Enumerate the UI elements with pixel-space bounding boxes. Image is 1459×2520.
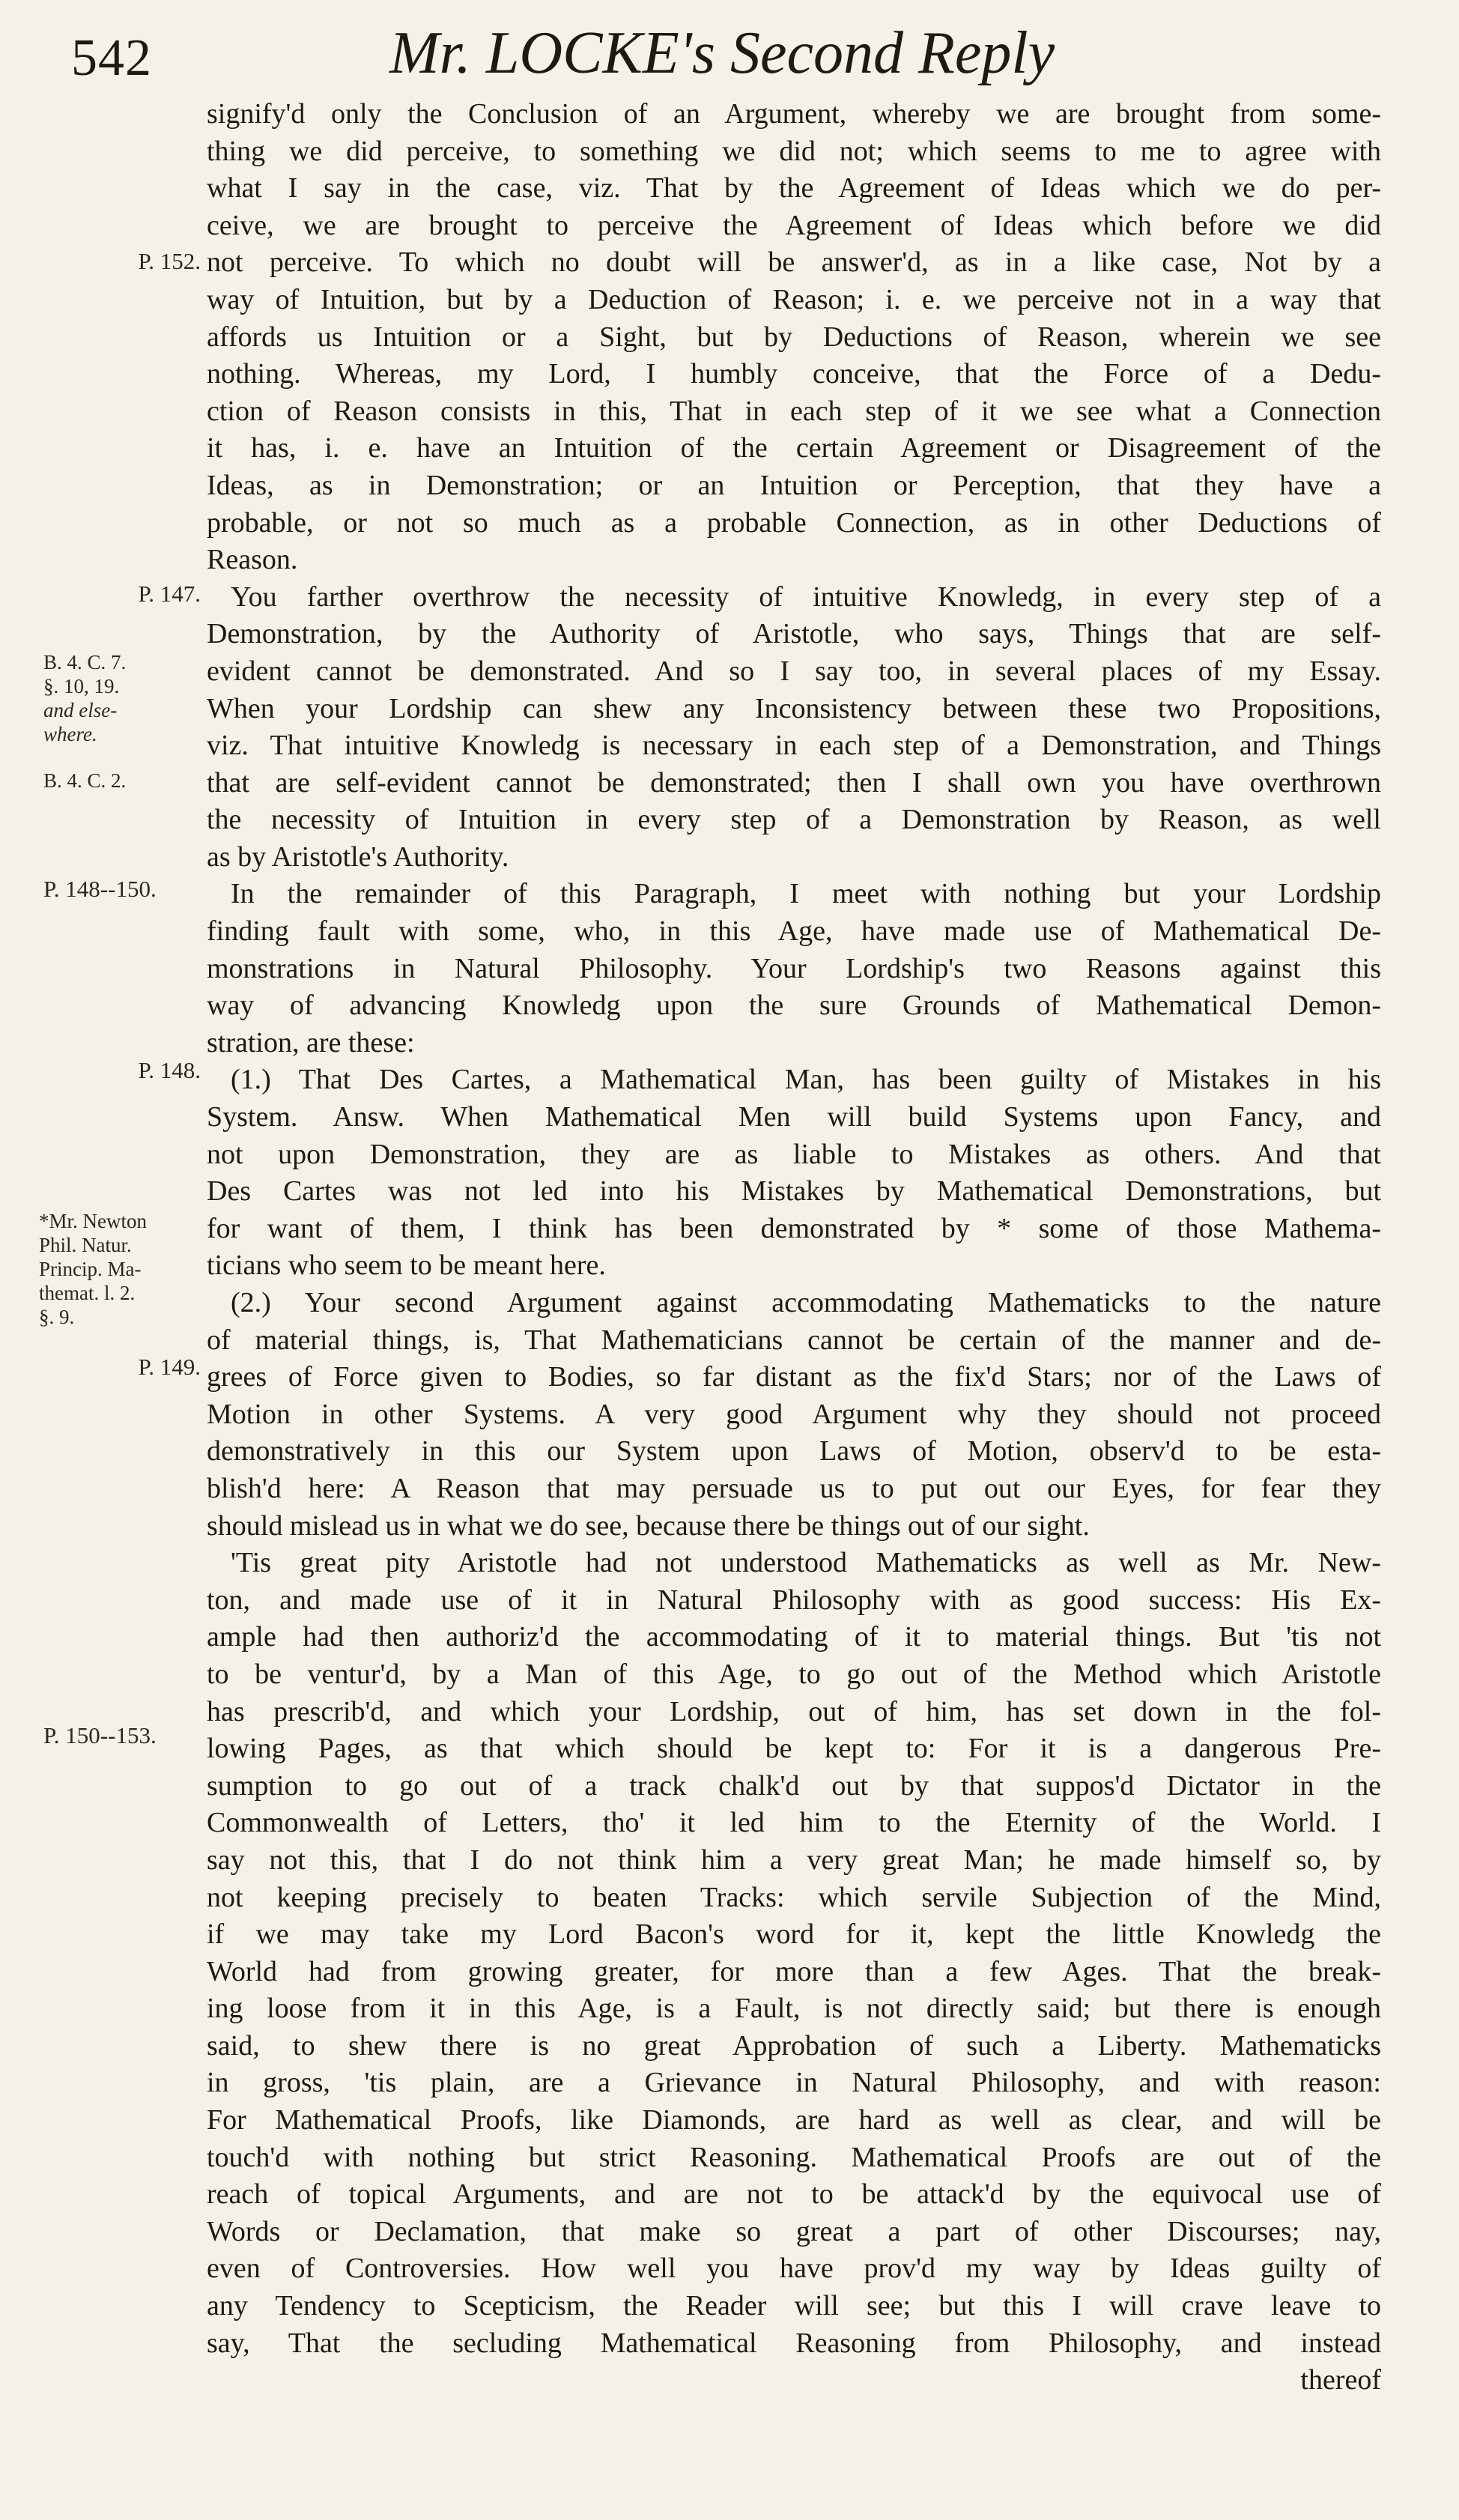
text-line: ceive, we are brought to perceive the Agreement of Ideas which before we did (207, 209, 1381, 241)
text-line: monstrations in Natural Philosophy. Your Lordship's two Reasons against this (207, 952, 1381, 984)
text-line: Demonstration, by the Authority of Aristotle, who says, Things that are self- (207, 618, 1381, 650)
body-text (207, 96, 1381, 2399)
text-line: reach of topical Arguments, and are not to be attack'd by the equivocal use of (207, 2178, 1381, 2211)
text-line: touch'd with nothing but strict Reasoning. Mathematical Proofs are out of the (207, 2141, 1381, 2173)
text-line: probable, or not so much as a probable Connection, as in other Deductions of (207, 506, 1381, 539)
text-line: 'Tis great pity Aristotle had not understood Mathematicks as well as Mr. New- (231, 1547, 1381, 1579)
text-line: should mislead us in what we do see, because there be things out of our sight. (207, 1509, 1090, 1542)
text-line: For Mathematical Proofs, like Diamonds, are hard as well as clear, and will be (207, 2104, 1381, 2136)
text-line: grees of Force given to Bodies, so far distant as the fix'd Stars; nor of the Laws of (207, 1361, 1381, 1393)
text-line: any Tendency to Scepticism, the Reader will see; but this I will crave leave to (207, 2290, 1381, 2322)
text-line: in gross, 'tis plain, are a Grievance in Natural Philosophy, and with reason: (207, 2067, 1381, 2099)
margin-note-p147: P. 147. (138, 581, 201, 607)
text-line: signify'd only the Conclusion of an Argument, whereby we are brought from some- (207, 98, 1381, 130)
margin-note-p149: P. 149. (138, 1354, 201, 1380)
text-line: that are self-evident cannot be demonstrated; then I shall own you have overthrown (207, 766, 1381, 799)
text-line: ticians who seem to be meant here. (207, 1250, 606, 1282)
text-line: say, That the secluding Mathematical Reasoning from Philosophy, and instead (207, 2327, 1381, 2359)
text-line: way of Intuition, but by a Deduction of Reason; i. e. we perceive not in a way that (207, 283, 1381, 315)
margin-note-p148: P. 148. (138, 1057, 201, 1083)
text-line: has prescrib'd, and which your Lordship, out of him, has set down in the fol- (207, 1695, 1381, 1727)
text-line: finding fault with some, who, in this Age, have made use of Mathematical De- (207, 915, 1381, 948)
margin-note-line: Phil. Natur. (39, 1234, 132, 1256)
catchword: thereof (1300, 2364, 1381, 2396)
text-line: Motion in other Systems. A very good Argument why they should not proceed (207, 1398, 1381, 1430)
text-line: viz. That intuitive Knowledg is necessary in each step of a Demonstration, and Things (207, 730, 1381, 762)
text-line: to be ventur'd, by a Man of this Age, to go out of the Method which Aristotle (207, 1658, 1381, 1690)
text-line: ton, and made use of it in Natural Philosophy with as good success: His Ex- (207, 1584, 1381, 1616)
margin-note-line: B. 4. C. 7. (43, 651, 127, 673)
text-line: When your Lordship can shew any Inconsistency between these two Propositions, (207, 692, 1381, 724)
text-line: Reason. (207, 544, 298, 576)
text-line: thing we did perceive, to something we did not; which seems to me to agree with (207, 135, 1381, 167)
running-head: Mr. LOCKE's Second Reply (389, 20, 1055, 86)
text-line: Words or Declamation, that make so great a part of other Discourses; nay, (207, 2215, 1381, 2247)
text-line: if we may take my Lord Bacon's word for it, kept the little Knowledg the (207, 1918, 1381, 1951)
text-line: You farther overthrow the necessity of intuitive Knowledg, in every step of a (231, 581, 1381, 613)
text-line: say not this, that I do not think him a very great Man; he made himself so, by (207, 1844, 1381, 1876)
margin-note-line: themat. l. 2. (39, 1282, 136, 1304)
text-line: Ideas, as in Demonstration; or an Intuition or Perception, that they have a (207, 469, 1381, 501)
page-number: 542 (71, 29, 152, 87)
margin-note-p150-153: P. 150--153. (43, 1722, 157, 1748)
margin-note-line: where. (43, 723, 97, 745)
text-line: as by Aristotle's Authority. (207, 840, 509, 873)
text-line: System. Answ. When Mathematical Men will build Systems upon Fancy, and (207, 1101, 1381, 1133)
text-line: ample had then authoriz'd the accommodating of it to material things. But 'tis not (207, 1621, 1381, 1653)
text-line: the necessity of Intuition in every step of a Demonstration by Reason, as well (207, 804, 1381, 836)
text-line: not keeping precisely to beaten Tracks: which servile Subjection of the Mind, (207, 1881, 1381, 1913)
text-line: sumption to go out of a track chalk'd out by that suppos'd Dictator in the (207, 1769, 1381, 1802)
text-line: Commonwealth of Letters, tho' it led him to the Eternity of the World. I (207, 1807, 1381, 1839)
margin-note-line: Princip. Ma- (39, 1258, 142, 1280)
text-line: nothing. Whereas, my Lord, I humbly conceive, that the Force of a Dedu- (207, 358, 1381, 390)
margin-note-p152: P. 152. (138, 248, 201, 274)
text-line: way of advancing Knowledg upon the sure Grounds of Mathematical Demon- (207, 990, 1381, 1022)
text-line: of material things, is, That Mathematicians cannot be certain of the manner and de- (207, 1324, 1381, 1356)
text-line: ction of Reason consists in this, That in each step of it we see what a Connection (207, 395, 1381, 427)
text-line: demonstratively in this our System upon Laws of Motion, observ'd to be esta- (207, 1435, 1381, 1468)
margin-note-line: *Mr. Newton (39, 1210, 147, 1232)
margin-note-ref-b4c2: B. 4. C. 2. (43, 769, 127, 792)
text-line: even of Controversies. How well you have prov'd my way by Ideas guilty of (207, 2253, 1381, 2285)
text-line: said, to shew there is no great Approbation of such a Liberty. Mathematicks (207, 2029, 1381, 2062)
text-line: what I say in the case, viz. That by the Agreement of Ideas which we do per- (207, 172, 1381, 205)
text-line: for want of them, I think has been demonstrated by * some of those Mathema- (207, 1212, 1381, 1244)
text-line: (1.) That Des Cartes, a Mathematical Man, has been guilty of Mistakes in his (231, 1064, 1381, 1096)
text-line: blish'd here: A Reason that may persuade us to put out our Eyes, for fear they (207, 1472, 1381, 1504)
text-line: World had from growing greater, for more than a few Ages. That the break- (207, 1955, 1381, 1987)
text-line: lowing Pages, as that which should be kept to: For it is a dangerous Pre- (207, 1733, 1381, 1765)
margin-note-line: and else- (43, 699, 118, 721)
margin-note-line: §. 9. (39, 1306, 75, 1328)
margin-note-p148-150: P. 148--150. (43, 876, 157, 902)
text-line: Des Cartes was not led into his Mistakes by Mathematical Demonstrations, but (207, 1175, 1381, 1208)
text-line: affords us Intuition or a Sight, but by Deductions of Reason, wherein we see (207, 321, 1381, 353)
text-line: evident cannot be demonstrated. And so I say too, in several places of my Essay. (207, 655, 1381, 687)
text-line: it has, i. e. have an Intuition of the certain Agreement or Disagreement of the (207, 432, 1381, 464)
text-line: not upon Demonstration, they are as liable to Mistakes as others. And that (207, 1138, 1381, 1170)
text-line: ing loose from it in this Age, is a Fault, is not directly said; but there is enough (207, 1993, 1381, 2025)
text-line: (2.) Your second Argument against accommodating Mathematicks to the nature (231, 1287, 1381, 1318)
margin-note-line: §. 10, 19. (43, 675, 120, 697)
text-line: stration, are these: (207, 1026, 415, 1058)
text-line: In the remainder of this Paragraph, I meet with nothing but your Lordship (231, 878, 1381, 910)
text-line: not perceive. To which no doubt will be answer'd, as in a like case, Not by a (207, 246, 1381, 279)
margin-note-newton (39, 1209, 234, 1329)
